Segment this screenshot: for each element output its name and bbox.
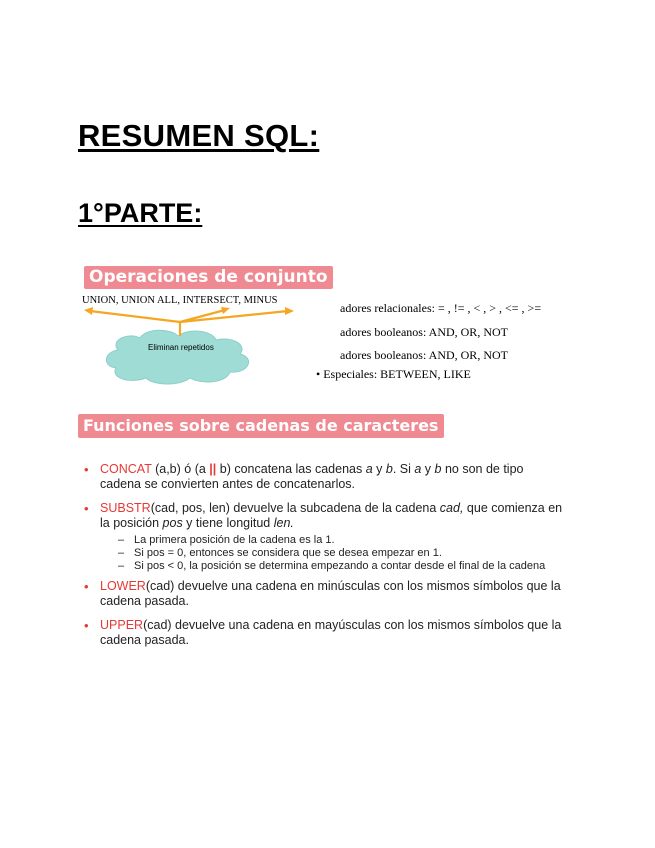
list-item-upper: • UPPER(cad) devuelve una cadena en mayúsculas con los mismos símbolos que la cadena pasada.	[84, 618, 562, 647]
relational-operators: adores relacionales: = , != , < , > , <= , >=	[340, 301, 542, 315]
page-title: RESUMEN SQL:	[78, 118, 320, 153]
set-operators-text: UNION, UNION ALL, INTERSECT, MINUS	[82, 295, 278, 306]
substr-note: – Si pos < 0, la posición se determina empezando a contar desde el final de la cadena	[118, 560, 546, 572]
string-functions-heading: Funciones sobre cadenas de caracteres	[78, 414, 444, 438]
substr-notes	[118, 534, 564, 573]
cloud-label: Eliminan repetidos	[148, 343, 214, 352]
substr-note: – La primera posición de la cadena es la 1.	[118, 534, 335, 546]
bullet-icon: •	[84, 579, 89, 594]
boolean-operators-1: adores booleanos: AND, OR, NOT	[340, 325, 508, 339]
bullet-icon: •	[316, 367, 324, 381]
list-item-substr: • SUBSTR(cad, pos, len) devuelve la subcadena de la cadena cad, que comienza en la posición pos y tiene longitud len. – La primera posición de la cadena es la 1. – Si pos = 0, entonces se considera que se desea empezar en 1. – Si pos < 0, la posición se determina empezando a contar desde el final de la cadena	[84, 501, 563, 572]
bullet-icon: •	[84, 462, 89, 477]
set-operations-heading: Operaciones de conjunto	[84, 266, 333, 289]
boolean-operators-2: adores booleanos: AND, OR, NOT	[340, 348, 508, 362]
section-subtitle: 1°PARTE:	[78, 198, 203, 228]
list-item-lower: • LOWER(cad) devuelve una cadena en minúsculas con los mismos símbolos que la cadena pasada.	[84, 579, 561, 608]
special-operators: • Especiales: BETWEEN, LIKE	[316, 367, 471, 381]
substr-note: – Si pos = 0, entonces se considera que se desea empezar en 1.	[118, 547, 442, 559]
bullet-icon: •	[84, 501, 89, 516]
cloud-shape	[106, 330, 248, 384]
bullet-icon: •	[84, 618, 89, 633]
string-functions-list	[84, 462, 564, 648]
list-item-concat: • CONCAT (a,b) ó (a || b) concatena las cadenas a y b. Si a y b no son de tipo cadena se convierten antes de concatenarlos.	[84, 462, 524, 491]
